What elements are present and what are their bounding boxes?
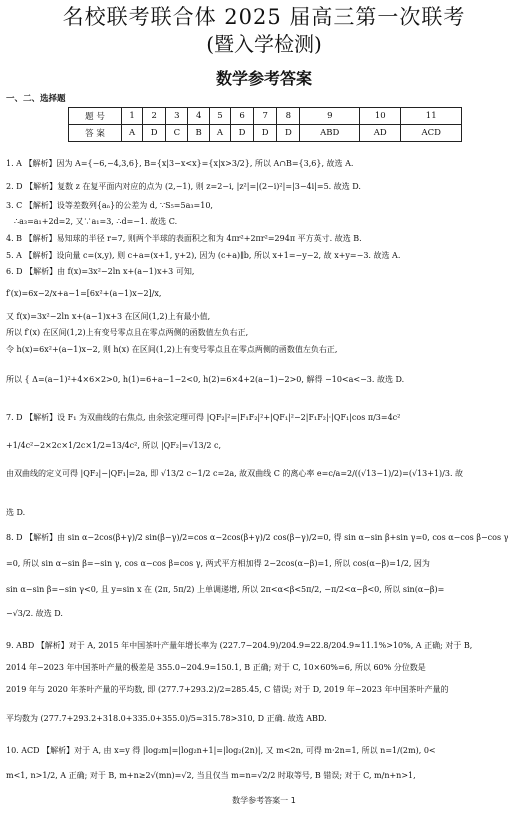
- table-cell: D: [143, 125, 166, 142]
- table-cell: ACD: [401, 125, 462, 142]
- section-heading: 一、二、选择题: [6, 94, 66, 104]
- solution-line: 所以 f′(x) 在区间(1,2)上有变号零点且在零点两侧的函数值左负右正,: [6, 328, 249, 337]
- document-title: 名校联考联合体 2025 届高三第一次联考: [62, 5, 466, 29]
- table-cell: 9: [300, 108, 360, 125]
- solution-line: 6. D 【解析】由 f(x)=3x²−2ln x+(a−1)x+3 可知,: [6, 267, 195, 276]
- solution-line: =0, 所以 sin α−sin β=−sin γ, cos α−cos β=cos γ, 两式平方相加得 2−2cos(α−β)=1, 所以 cos(α−β)=1/2, 因为: [6, 559, 430, 568]
- answer-key-heading: 数学参考答案: [215, 69, 312, 88]
- solution-line: ∴a₃=a₁+2d=2, 又∵a₁=3, ∴d=−1. 故选 C.: [14, 217, 178, 226]
- table-cell: A: [209, 125, 230, 142]
- table-cell: 2: [143, 108, 166, 125]
- table-row-label: 答 案: [69, 125, 122, 142]
- table-cell: 1: [122, 108, 143, 125]
- solution-line: 7. D 【解析】设 F₁ 为双曲线的右焦点, 由余弦定理可得 |QF₂|²=|F₁F₂|²+|QF₁|²−2|F₁F₂|·|QF₁|cos π/3=4c²: [6, 413, 401, 422]
- solution-line: 1. A 【解析】因为 A={−6,−4,3,6}, B={x|3−x<x}={x|x>3/2}, 所以 A∩B={3,6}, 故选 A.: [6, 159, 354, 168]
- table-cell: 11: [401, 108, 462, 125]
- table-cell: ABD: [300, 125, 360, 142]
- table-row-label: 题 号: [69, 108, 122, 125]
- solution-line: f′(x)=6x−2/x+a−1=[6x²+(a−1)x−2]/x,: [6, 289, 162, 298]
- solution-line: 所以 { Δ=(a−1)²+4×6×2>0, h(1)=6+a−1−2<0, h(2)=6×4+2(a−1)−2>0, 解得 −10<a<−3. 故选 D.: [6, 375, 405, 384]
- table-cell: 3: [166, 108, 188, 125]
- table-cell: AD: [360, 125, 401, 142]
- solution-line: 8. D 【解析】由 sin α−2cos(β+γ)/2 sin(β−γ)/2=cos α−2cos(β+γ)/2 cos(β−γ)/2=0, 得 sin α−sin β+sin γ=0, cos α−cos β−cos γ: [6, 533, 509, 542]
- solution-line: 2014 年−2023 年中国茶叶产量的极差是 355.0−204.9=150.1, B 正确; 对于 C, 10×60%=6, 所以 60% 分位数是: [6, 663, 426, 672]
- document-subtitle: (暨入学检测): [206, 32, 322, 56]
- table-cell: 6: [231, 108, 254, 125]
- table-cell: 10: [360, 108, 401, 125]
- solution-line: 4. B 【解析】易知球的半径 r=7, 则两个半球的表面积之和为 4πr²+2πr²=294π 平方英寸. 故选 B.: [6, 234, 362, 243]
- page-footer: 数学参考答案一 1: [232, 796, 296, 805]
- solution-line: sin α−sin β=−sin γ<0, 且 y=sin x 在 (2π, 5π/2) 上单调递增, 所以 2π<α<β<5π/2, −π/2<α−β<0, 所以 sin(α−β)=: [6, 585, 445, 594]
- table-cell: B: [188, 125, 209, 142]
- solution-line: 3. C 【解析】设等差数列{aₙ}的公差为 d, ∵S₅=5a₃=10,: [6, 201, 213, 210]
- solution-line: 9. ABD 【解析】对于 A, 2015 年中国茶叶产量年增长率为 (227.7−204.9)/204.9=22.8/204.9≈11.1%>10%, A 正确; 对于 B,: [6, 641, 473, 650]
- answer-table: [68, 107, 462, 142]
- table-row: [69, 125, 462, 142]
- table-row: [69, 108, 462, 125]
- table-cell: D: [277, 125, 300, 142]
- solution-line: 又 f(x)=3x²−2ln x+(a−1)x+3 在区间(1,2)上有最小值,: [6, 312, 211, 321]
- solution-line: +1/4c²−2×2c×1/2c×1/2=13/4c², 所以 |QF₂|=√13/2 c,: [6, 441, 221, 450]
- table-cell: 5: [209, 108, 230, 125]
- solution-line: 由双曲线的定义可得 |QF₂|−|QF₁|=2a, 即 √13/2 c−1/2 c=2a, 故双曲线 C 的离心率 e=c/a=2/((√13−1)/2)=(√13+1)/3. 故: [6, 469, 464, 478]
- table-cell: 8: [277, 108, 300, 125]
- table-cell: D: [231, 125, 254, 142]
- solution-line: 平均数为 (277.7+293.2+318.0+335.0+355.0)/5=315.78>310, D 正确. 故选 ABD.: [6, 714, 327, 723]
- solution-line: −√3/2. 故选 D.: [6, 609, 63, 618]
- solution-line: m<1, n>1/2, A 正确; 对于 B, m+n≥2√(mn)=√2, 当且仅当 m=n=√2/2 时取等号, B 错误; 对于 C, m/n+n>1,: [6, 771, 416, 780]
- table-cell: A: [122, 125, 143, 142]
- table-cell: D: [254, 125, 277, 142]
- solution-line: 5. A 【解析】设向量 c=(x,y), 则 c+a=(x+1, y+2), 因为 (c+a)∥b, 所以 x+1=−y−2, 故 x+y=−3. 故选 A.: [6, 251, 401, 260]
- solution-line: 选 D.: [6, 508, 26, 517]
- solution-line: 令 h(x)=6x²+(a−1)x−2, 则 h(x) 在区间(1,2)上有变号零点且在零点两侧的函数值左负右正,: [6, 345, 338, 354]
- table-cell: C: [166, 125, 188, 142]
- solution-line: 2019 年与 2020 年茶叶产量的平均数, 即 (277.7+293.2)/2=285.45, C 错误; 对于 D, 2019 年−2023 年中国茶叶产量的: [6, 685, 449, 694]
- solution-line: 10. ACD 【解析】对于 A, 由 x=y 得 |log₂m|=|log₂n+1|=|log₂(2n)|, 又 m<2n, 可得 m·2n=1, 所以 n=1/(2m), 0<: [6, 746, 436, 755]
- table-cell: 4: [188, 108, 209, 125]
- table-cell: 7: [254, 108, 277, 125]
- solution-line: 2. D 【解析】复数 z 在复平面内对应的点为 (2,−1), 则 z=2−i, |z²|=|(2−i)²|=|3−4i|=5. 故选 D.: [6, 182, 361, 191]
